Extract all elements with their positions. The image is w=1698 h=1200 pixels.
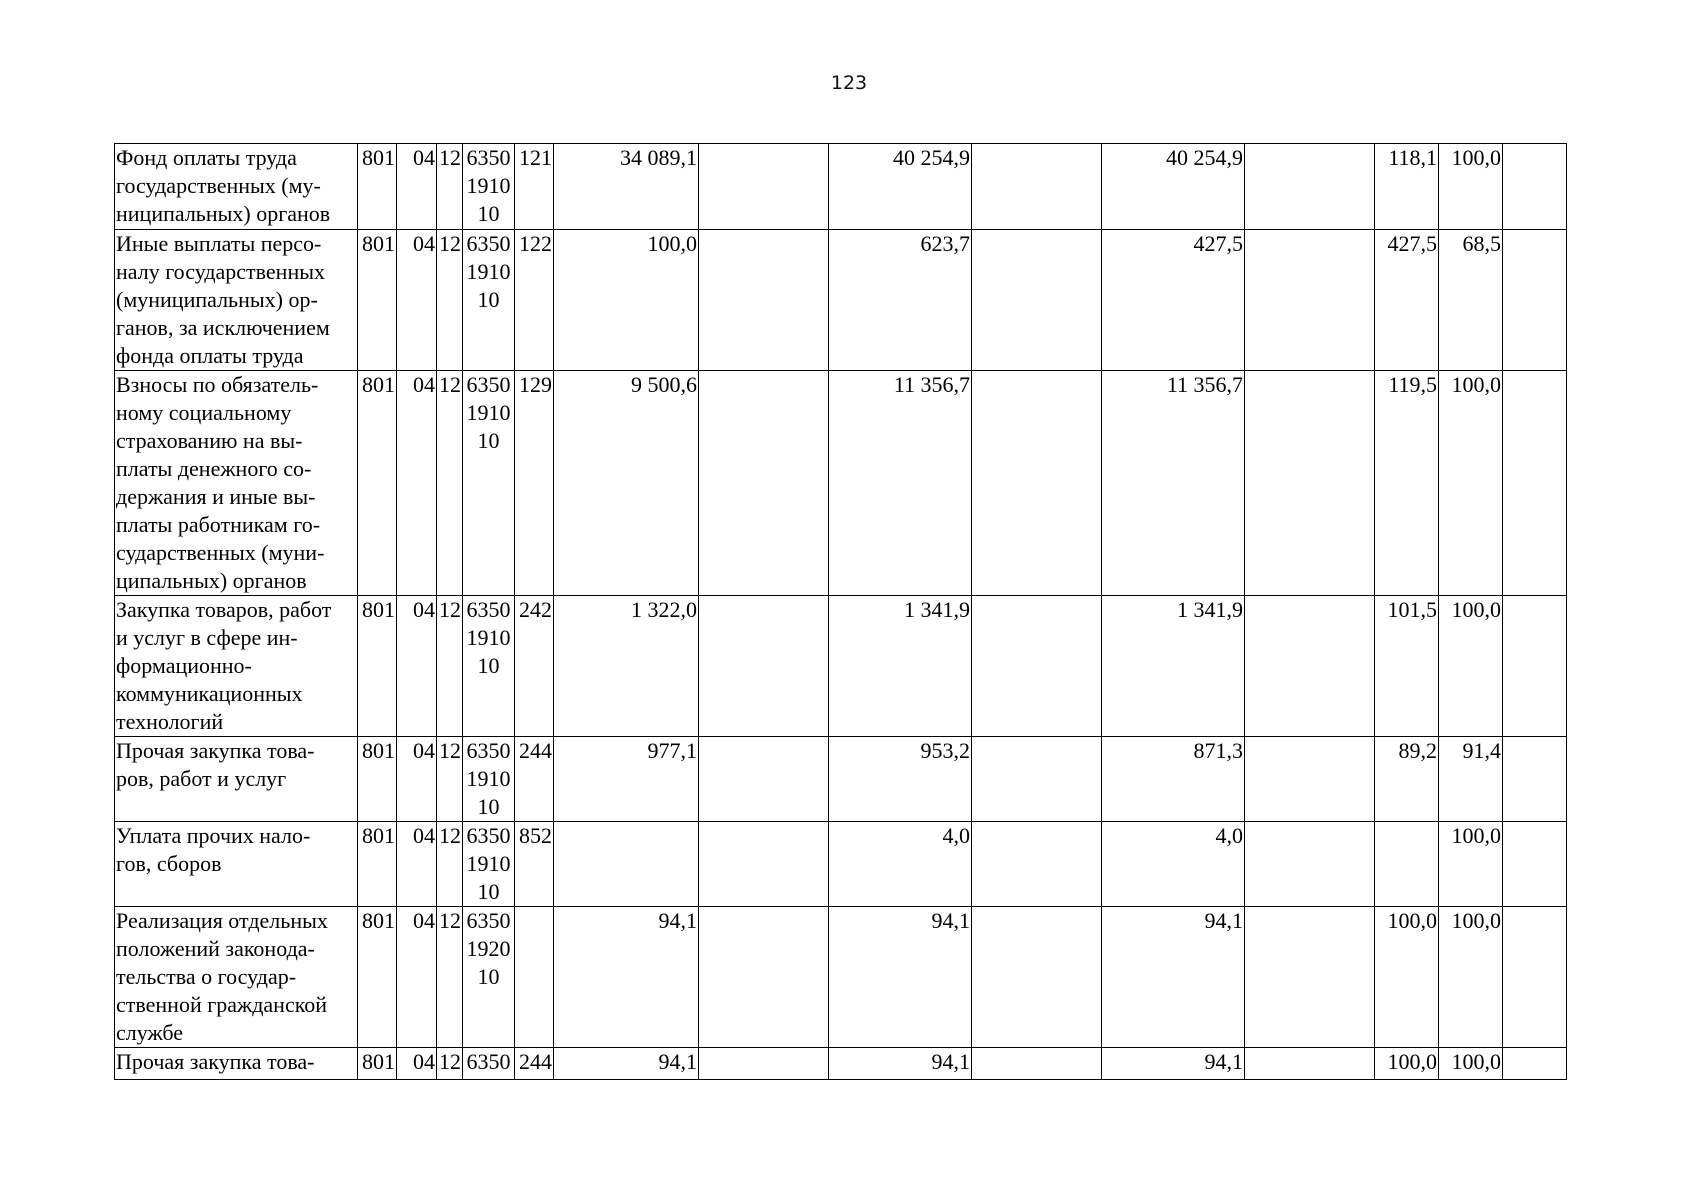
table-row bbox=[115, 596, 1567, 737]
target-article-code: 6350 bbox=[463, 1048, 515, 1080]
percent-1: 100,0 bbox=[1375, 907, 1439, 1048]
ved-code: 801 bbox=[358, 144, 397, 230]
empty-cell bbox=[1503, 596, 1567, 737]
empty-cell bbox=[972, 596, 1102, 737]
value-1 bbox=[554, 822, 699, 907]
ved-code: 801 bbox=[358, 737, 397, 822]
target-article-code: 6350 1910 10 bbox=[463, 371, 515, 596]
expense-type-code: 122 bbox=[515, 230, 554, 371]
value-3: 1 341,9 bbox=[1102, 596, 1245, 737]
empty-cell bbox=[699, 822, 829, 907]
percent-1 bbox=[1375, 822, 1439, 907]
row-name: Прочая закупка това- bbox=[115, 1048, 358, 1080]
section-code: 04 bbox=[397, 596, 437, 737]
value-1: 94,1 bbox=[554, 1048, 699, 1080]
section-code: 04 bbox=[397, 822, 437, 907]
empty-cell bbox=[1245, 596, 1375, 737]
empty-cell bbox=[1503, 371, 1567, 596]
expense-type-code: 852 bbox=[515, 822, 554, 907]
target-article-code: 6350 1910 10 bbox=[463, 822, 515, 907]
value-2: 40 254,9 bbox=[829, 144, 972, 230]
section-code: 04 bbox=[397, 144, 437, 230]
page-number: 123 bbox=[830, 72, 868, 94]
empty-cell bbox=[972, 822, 1102, 907]
row-name: Фонд оплаты труда государственных (му- ниципальных) органов bbox=[115, 144, 358, 230]
empty-cell bbox=[699, 737, 829, 822]
empty-cell bbox=[699, 907, 829, 1048]
ved-code: 801 bbox=[358, 371, 397, 596]
table-row bbox=[115, 144, 1567, 230]
empty-cell bbox=[1503, 144, 1567, 230]
percent-2: 100,0 bbox=[1439, 822, 1503, 907]
row-name: Прочая закупка това- ров, работ и услуг bbox=[115, 737, 358, 822]
empty-cell bbox=[1245, 144, 1375, 230]
empty-cell bbox=[972, 737, 1102, 822]
percent-1: 119,5 bbox=[1375, 371, 1439, 596]
budget-table bbox=[114, 143, 1567, 1080]
table-row bbox=[115, 907, 1567, 1048]
value-2: 1 341,9 bbox=[829, 596, 972, 737]
section-code: 04 bbox=[397, 230, 437, 371]
empty-cell bbox=[1503, 822, 1567, 907]
target-article-code: 6350 1910 10 bbox=[463, 737, 515, 822]
ved-code: 801 bbox=[358, 596, 397, 737]
table-row bbox=[115, 822, 1567, 907]
ved-code: 801 bbox=[358, 230, 397, 371]
empty-cell bbox=[972, 371, 1102, 596]
empty-cell bbox=[699, 1048, 829, 1080]
row-name: Реализация отдельных положений законода- тельства о государ- ственной гражданской службе bbox=[115, 907, 358, 1048]
value-2: 953,2 bbox=[829, 737, 972, 822]
expense-type-code bbox=[515, 907, 554, 1048]
empty-cell bbox=[1503, 1048, 1567, 1080]
row-name: Закупка товаров, работ и услуг в сфере ин- формационно- коммуникационных технологий bbox=[115, 596, 358, 737]
section-code: 04 bbox=[397, 737, 437, 822]
value-3: 427,5 bbox=[1102, 230, 1245, 371]
subsection-code: 12 bbox=[437, 737, 463, 822]
ved-code: 801 bbox=[358, 907, 397, 1048]
value-1: 34 089,1 bbox=[554, 144, 699, 230]
value-3: 94,1 bbox=[1102, 907, 1245, 1048]
expense-type-code: 244 bbox=[515, 737, 554, 822]
section-code: 04 bbox=[397, 1048, 437, 1080]
value-2: 94,1 bbox=[829, 907, 972, 1048]
value-2: 623,7 bbox=[829, 230, 972, 371]
value-1: 9 500,6 bbox=[554, 371, 699, 596]
value-3: 4,0 bbox=[1102, 822, 1245, 907]
empty-cell bbox=[699, 371, 829, 596]
percent-2: 100,0 bbox=[1439, 1048, 1503, 1080]
percent-2: 100,0 bbox=[1439, 371, 1503, 596]
value-2: 4,0 bbox=[829, 822, 972, 907]
value-1: 94,1 bbox=[554, 907, 699, 1048]
row-name: Иные выплаты персо- налу государственных (муниципальных) ор- ганов, за исключением фонда оплаты труда bbox=[115, 230, 358, 371]
expense-type-code: 121 bbox=[515, 144, 554, 230]
value-3: 94,1 bbox=[1102, 1048, 1245, 1080]
value-1: 1 322,0 bbox=[554, 596, 699, 737]
percent-1: 118,1 bbox=[1375, 144, 1439, 230]
empty-cell bbox=[1245, 1048, 1375, 1080]
empty-cell bbox=[1245, 371, 1375, 596]
subsection-code: 12 bbox=[437, 1048, 463, 1080]
percent-1: 89,2 bbox=[1375, 737, 1439, 822]
value-3: 40 254,9 bbox=[1102, 144, 1245, 230]
percent-2: 100,0 bbox=[1439, 144, 1503, 230]
ved-code: 801 bbox=[358, 822, 397, 907]
empty-cell bbox=[699, 144, 829, 230]
empty-cell bbox=[1245, 737, 1375, 822]
empty-cell bbox=[699, 230, 829, 371]
value-2: 94,1 bbox=[829, 1048, 972, 1080]
subsection-code: 12 bbox=[437, 907, 463, 1048]
value-3: 11 356,7 bbox=[1102, 371, 1245, 596]
target-article-code: 6350 1920 10 bbox=[463, 907, 515, 1048]
target-article-code: 6350 1910 10 bbox=[463, 596, 515, 737]
empty-cell bbox=[699, 596, 829, 737]
percent-2: 91,4 bbox=[1439, 737, 1503, 822]
empty-cell bbox=[972, 144, 1102, 230]
percent-2: 100,0 bbox=[1439, 596, 1503, 737]
percent-1: 100,0 bbox=[1375, 1048, 1439, 1080]
value-1: 977,1 bbox=[554, 737, 699, 822]
empty-cell bbox=[972, 1048, 1102, 1080]
row-name: Уплата прочих нало- гов, сборов bbox=[115, 822, 358, 907]
percent-2: 100,0 bbox=[1439, 907, 1503, 1048]
expense-type-code: 242 bbox=[515, 596, 554, 737]
empty-cell bbox=[1503, 737, 1567, 822]
subsection-code: 12 bbox=[437, 822, 463, 907]
empty-cell bbox=[972, 907, 1102, 1048]
value-2: 11 356,7 bbox=[829, 371, 972, 596]
table-row bbox=[115, 737, 1567, 822]
expense-type-code: 129 bbox=[515, 371, 554, 596]
target-article-code: 6350 1910 10 bbox=[463, 230, 515, 371]
percent-2: 68,5 bbox=[1439, 230, 1503, 371]
table-row bbox=[115, 1048, 1567, 1080]
empty-cell bbox=[1245, 907, 1375, 1048]
table-row bbox=[115, 230, 1567, 371]
row-name: Взносы по обязатель- ному социальному страхованию на вы- платы денежного со- держания и иные вы- платы работникам го- сударственных (муни- ципальных) органов bbox=[115, 371, 358, 596]
empty-cell bbox=[1503, 907, 1567, 1048]
empty-cell bbox=[1245, 230, 1375, 371]
ved-code: 801 bbox=[358, 1048, 397, 1080]
subsection-code: 12 bbox=[437, 371, 463, 596]
value-1: 100,0 bbox=[554, 230, 699, 371]
empty-cell bbox=[972, 230, 1102, 371]
section-code: 04 bbox=[397, 371, 437, 596]
subsection-code: 12 bbox=[437, 230, 463, 371]
value-3: 871,3 bbox=[1102, 737, 1245, 822]
expense-type-code: 244 bbox=[515, 1048, 554, 1080]
percent-1: 427,5 bbox=[1375, 230, 1439, 371]
empty-cell bbox=[1245, 822, 1375, 907]
section-code: 04 bbox=[397, 907, 437, 1048]
subsection-code: 12 bbox=[437, 596, 463, 737]
percent-1: 101,5 bbox=[1375, 596, 1439, 737]
subsection-code: 12 bbox=[437, 144, 463, 230]
table-row bbox=[115, 371, 1567, 596]
target-article-code: 6350 1910 10 bbox=[463, 144, 515, 230]
empty-cell bbox=[1503, 230, 1567, 371]
